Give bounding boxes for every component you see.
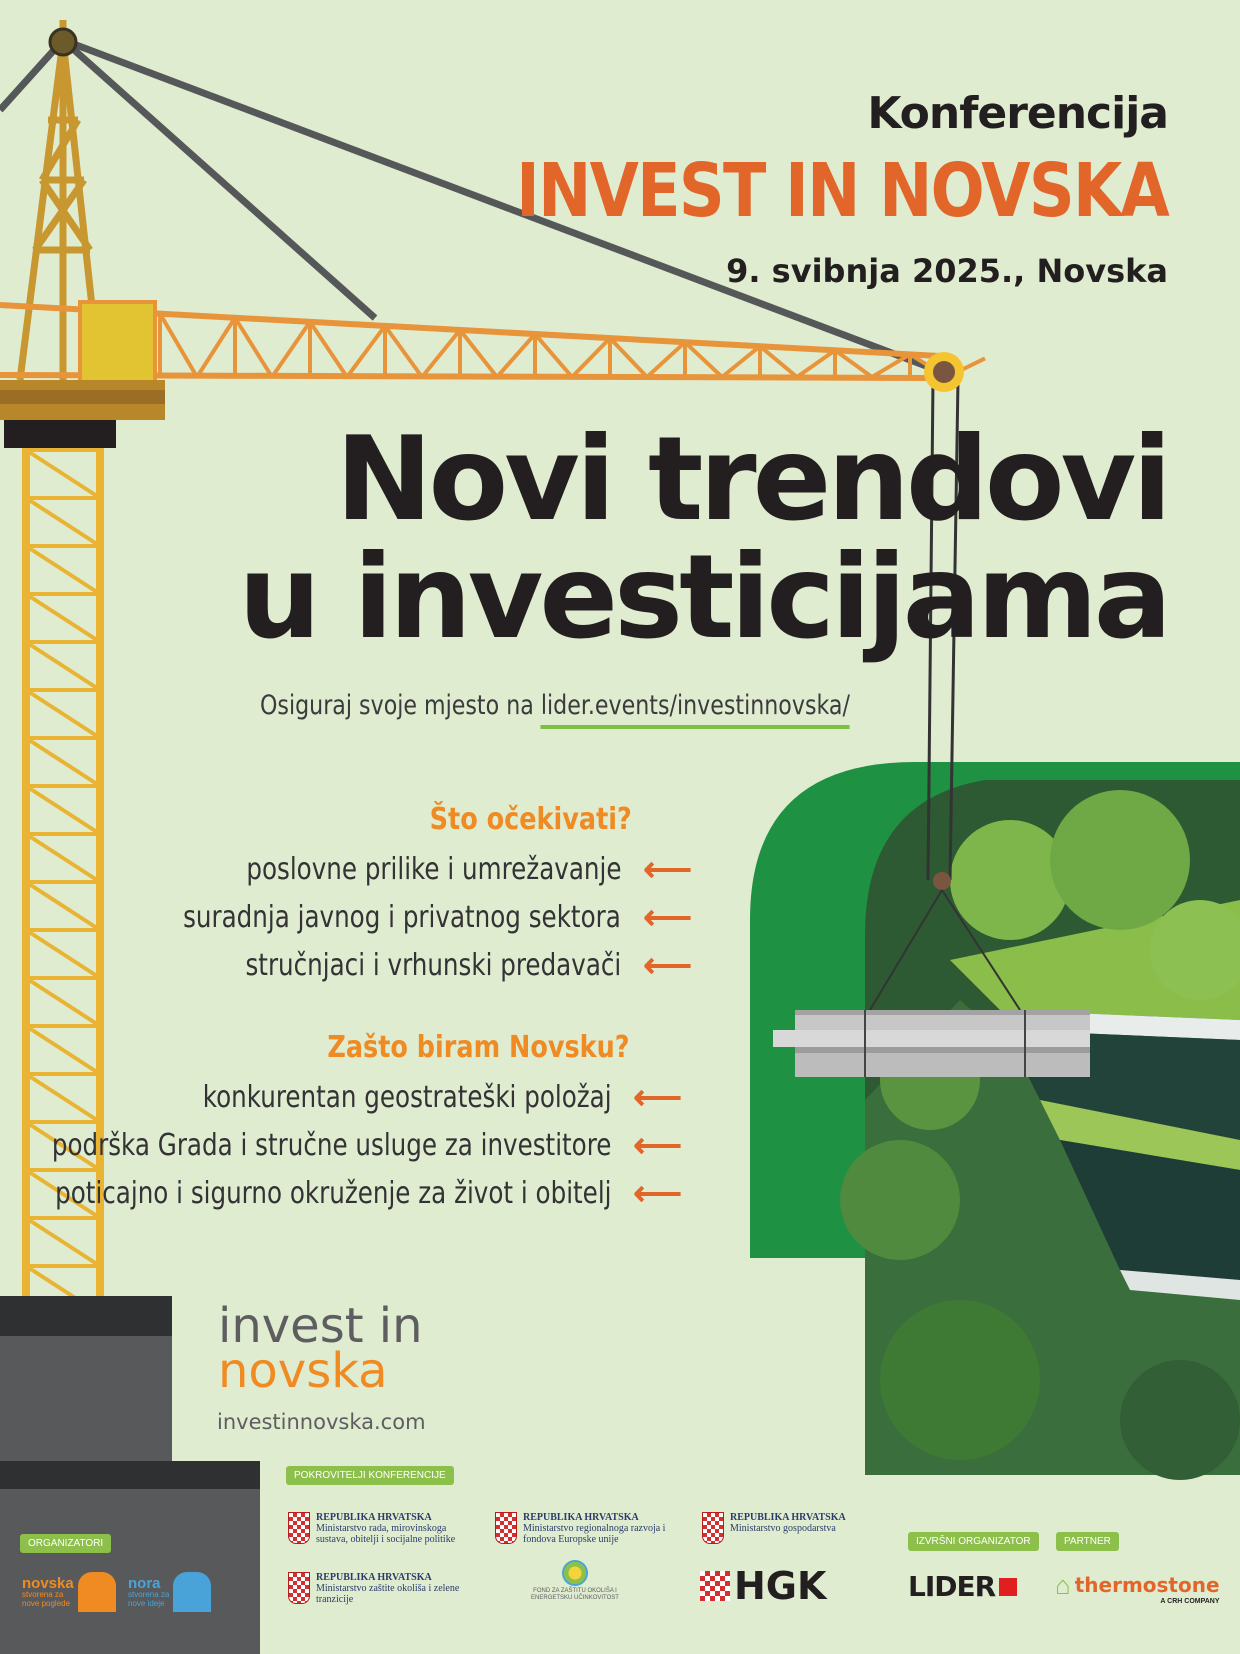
novska-logo-text: novska	[22, 1574, 74, 1592]
arrow-left-icon: ⟵	[633, 1174, 682, 1213]
expect-item	[87, 900, 692, 935]
hgk-logo	[700, 1564, 827, 1608]
arrow-left-icon: ⟵	[633, 1078, 682, 1117]
why-item-text: podrška Grada i stručne usluge za investitore	[51, 1128, 612, 1163]
expect-item-text: poslovne prilike i umrežavanje	[246, 852, 622, 887]
organizers-tag: ORGANIZATORI	[20, 1534, 111, 1553]
nora-logo	[128, 1572, 211, 1612]
expect-item	[163, 948, 692, 983]
invest-in-novska-logo-line2: novska	[218, 1343, 388, 1399]
lider-logo	[908, 1570, 1017, 1603]
expect-item-text: stručnjaci i vrhunski predavači	[245, 948, 622, 983]
red-square-icon	[999, 1578, 1017, 1596]
croatian-crest-icon	[495, 1512, 517, 1544]
nora-logo-subtext: stvorena za nove ideje	[128, 1589, 170, 1608]
ministry-name: Ministarstvo gospodarstva	[730, 1523, 836, 1534]
why-title: Zašto biram Novsku?	[327, 1030, 630, 1065]
thermostone-subtext: A CRH COMPANY	[1160, 1598, 1220, 1605]
registration-link[interactable]: lider.events/investinnovska/	[541, 690, 850, 729]
ministry-name: Ministarstvo rada, mirovinskoga sustava, obitelji i socijalne politike	[316, 1523, 456, 1545]
conference-label: Konferencija	[867, 88, 1168, 139]
why-item	[113, 1080, 682, 1115]
website-link[interactable]: investinnovska.com	[217, 1410, 426, 1434]
novska-logo-icon	[78, 1572, 116, 1612]
ministry-logo	[702, 1512, 852, 1544]
arrow-left-icon: ⟵	[633, 1126, 682, 1165]
why-item-text: poticajno i sigurno okruženje za život i obitelj	[54, 1176, 612, 1211]
event-date-location: 9. svibnja 2025., Novska	[726, 252, 1168, 290]
fund-icon	[562, 1560, 588, 1586]
thermostone-text: thermostone	[1074, 1573, 1220, 1597]
fund-name: FOND ZA ZAŠTITU OKOLIŠA I ENERGETSKU UČINKOVITOST	[531, 1588, 619, 1602]
ministry-name: Ministarstvo zaštite okoliša i zelene tranzicije	[316, 1583, 460, 1605]
checkerboard-icon	[700, 1571, 730, 1601]
croatian-crest-icon	[288, 1572, 310, 1604]
lider-text: LIDER	[908, 1570, 996, 1603]
event-title: INVEST IN NOVSKA	[516, 148, 1168, 234]
headline-line-2: u investicijama	[238, 530, 1168, 665]
hgk-text: HGK	[734, 1564, 827, 1608]
ministry-title: REPUBLIKA HRVATSKA	[730, 1512, 846, 1523]
arrow-left-icon: ⟵	[643, 898, 692, 937]
croatian-crest-icon	[702, 1512, 724, 1544]
arrow-left-icon: ⟵	[643, 946, 692, 985]
arrow-left-icon: ⟵	[643, 850, 692, 889]
why-item	[0, 1176, 682, 1211]
novska-logo	[22, 1572, 116, 1612]
headline-line-1: Novi trendovi	[335, 412, 1168, 547]
fund-logo	[520, 1560, 630, 1602]
ministry-name: Ministarstvo regionalnoga razvoja i fondova Europske unije	[523, 1523, 666, 1545]
ministry-logo	[288, 1572, 468, 1605]
registration-text	[260, 690, 850, 721]
thermostone-logo	[1055, 1572, 1220, 1605]
green-building-image	[840, 780, 1240, 1480]
executive-organizer-tag: IZVRŠNI ORGANIZATOR	[908, 1532, 1039, 1551]
ministry-title: REPUBLIKA HRVATSKA	[316, 1512, 432, 1523]
why-item	[0, 1128, 682, 1163]
nora-logo-text: nora	[128, 1574, 161, 1592]
expect-title: Što očekivati?	[429, 802, 632, 837]
expect-item	[164, 852, 692, 887]
patrons-tag: POKROVITELJI KONFERENCIJE	[286, 1466, 454, 1485]
expect-item-text: suradnja javnog i privatnog sektora	[183, 900, 622, 935]
why-item-text: konkurentan geostrateški položaj	[202, 1080, 612, 1115]
nora-logo-icon	[173, 1572, 211, 1612]
registration-prefix: Osiguraj svoje mjesto na	[260, 690, 541, 721]
ministry-title: REPUBLIKA HRVATSKA	[316, 1572, 432, 1583]
house-icon: ⌂	[1055, 1570, 1071, 1600]
croatian-crest-icon	[288, 1512, 310, 1544]
ministry-logo	[288, 1512, 468, 1545]
invest-in-novska-logo-line1: invest in	[218, 1298, 423, 1354]
ministry-logo	[495, 1512, 675, 1545]
novska-logo-subtext: stvorena za nove poglede	[22, 1589, 71, 1608]
partner-tag: PARTNER	[1056, 1532, 1119, 1551]
ministry-title: REPUBLIKA HRVATSKA	[523, 1512, 639, 1523]
